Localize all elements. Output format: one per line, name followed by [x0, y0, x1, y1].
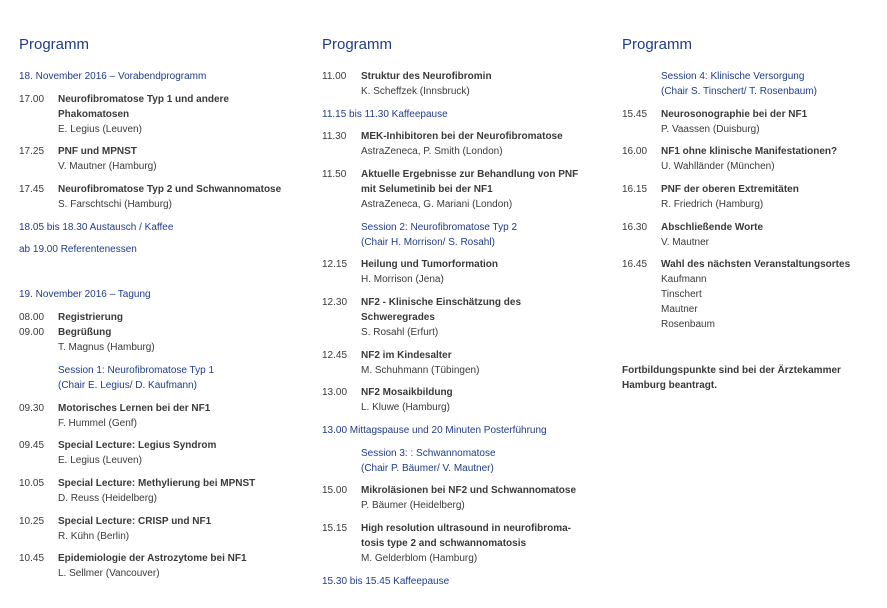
- talk-details: [361, 129, 602, 159]
- talk-details: [361, 69, 602, 99]
- speaker: AstraZeneca, G. Mariani (London): [361, 199, 513, 210]
- talk-title: NF2 im Kindesalter: [361, 350, 452, 361]
- program-heading: [19, 242, 299, 257]
- talk-details: [361, 348, 602, 378]
- talk-title: Neurofibromatose Typ 1 und andere: [58, 94, 229, 105]
- session-line: Session 3: : Schwannomatose: [361, 448, 496, 459]
- time-slot: 11.00: [322, 71, 347, 82]
- speaker: M. Gelderblom (Hamburg): [361, 553, 478, 564]
- talk-details: [661, 144, 877, 174]
- talk-title: Wahl des nächsten Veranstaltungsortes: [661, 259, 851, 270]
- session-header: [361, 220, 602, 250]
- session-header: [361, 446, 602, 476]
- program-heading: [19, 287, 299, 302]
- program-talk: [322, 167, 602, 212]
- time-slot: 13.00: [322, 387, 348, 398]
- talk-title: High resolution ultrasound in neurofibroma-: [361, 523, 571, 534]
- session-line: (Chair H. Morrison/ S. Rosahl): [361, 237, 495, 248]
- program-talk: [622, 182, 877, 212]
- talk-title: Abschließende Worte: [661, 222, 764, 233]
- day-heading: 13.00 Mittagspause und 20 Minuten Posterführung: [322, 425, 547, 436]
- program-talk: [19, 476, 299, 506]
- program-talk: [322, 257, 602, 287]
- day-heading: 15.30 bis 15.45 Kaffeepause: [322, 576, 450, 587]
- session-line: (Chair E. Legius/ D. Kaufmann): [58, 380, 197, 391]
- talk-title: Neurosonographie bei der NF1: [661, 109, 808, 120]
- talk-title: NF2 - Klinische Einschätzung des: [361, 297, 522, 308]
- program-heading: [322, 423, 602, 438]
- time-slot: 08.00: [19, 312, 45, 323]
- note-line: Fortbildungspunkte sind bei der Ärztekammer: [622, 365, 841, 376]
- talk-title: NF1 ohne klinische Manifestationen?: [661, 146, 838, 157]
- time-slot: 10.45: [19, 553, 45, 564]
- talk-details: [58, 514, 299, 544]
- talk-title: PNF der oberen Extremitäten: [661, 184, 799, 195]
- talk-details: [661, 220, 877, 250]
- talk-details: [661, 107, 877, 137]
- talk-details: [58, 476, 299, 506]
- time-slot: 11.50: [322, 169, 347, 180]
- speaker: H. Morrison (Jena): [361, 274, 444, 285]
- time-slot: 12.30: [322, 297, 348, 308]
- time-slot: 11.30: [322, 131, 347, 142]
- speaker: AstraZeneca, P. Smith (London): [361, 146, 503, 157]
- talk-details: [58, 92, 299, 137]
- speaker: D. Reuss (Heidelberg): [58, 493, 157, 504]
- program-note: [622, 363, 877, 393]
- time-slot: 09.00: [19, 327, 45, 338]
- program-talk: [19, 551, 299, 581]
- talk-title: tosis type 2 and schwannomatosis: [361, 538, 527, 549]
- talk-details: [361, 521, 602, 566]
- talk-title: Schweregrades: [361, 312, 435, 323]
- program-heading: [322, 574, 602, 589]
- speaker: L. Kluwe (Hamburg): [361, 402, 450, 413]
- time-slot: 16.30: [622, 222, 648, 233]
- program-session: [19, 363, 299, 393]
- day-heading: 18. November 2016 – Vorabendprogramm: [19, 71, 207, 82]
- program-talk: [322, 295, 602, 340]
- speaker: V. Mautner (Hamburg): [58, 161, 157, 172]
- speaker: V. Mautner: [661, 237, 709, 248]
- time-slot: 16.45: [622, 259, 648, 270]
- speaker: R. Friedrich (Hamburg): [661, 199, 764, 210]
- talk-title: Aktuelle Ergebnisse zur Behandlung von PNF: [361, 169, 579, 180]
- talk-title: Mikroläsionen bei NF2 und Schwannomatose: [361, 485, 577, 496]
- talk-details: [361, 385, 602, 415]
- talk-details: [58, 182, 299, 212]
- speaker: Rosenbaum: [661, 319, 715, 330]
- talk-title: mit Selumetinib bei der NF1: [361, 184, 493, 195]
- program-talk: [19, 325, 299, 355]
- talk-title: PNF und MPNST: [58, 146, 137, 157]
- time-slot: 15.00: [322, 485, 348, 496]
- talk-details: [58, 144, 299, 174]
- session-line: Session 1: Neurofibromatose Typ 1: [58, 365, 215, 376]
- note-line: Hamburg beantragt.: [622, 380, 718, 391]
- speaker: E. Legius (Leuven): [58, 124, 142, 135]
- time-slot: 09.45: [19, 440, 45, 451]
- speaker: F. Hummel (Genf): [58, 418, 137, 429]
- time-slot: 12.45: [322, 350, 348, 361]
- talk-details: [361, 257, 602, 287]
- day-heading: ab 19.00 Referentenessen: [19, 244, 137, 255]
- talk-title: MEK-Inhibitoren bei der Neurofibromatose: [361, 131, 563, 142]
- time-slot: 12.15: [322, 259, 348, 270]
- program-talk: [622, 220, 877, 250]
- time-slot: 15.45: [622, 109, 648, 120]
- talk-details: [361, 167, 602, 212]
- talk-title: Neurofibromatose Typ 2 und Schwannomatose: [58, 184, 282, 195]
- talk-title: Struktur des Neurofibromin: [361, 71, 492, 82]
- session-header: [58, 363, 299, 393]
- program-session: [622, 69, 877, 99]
- speaker: Tinschert: [661, 289, 702, 300]
- talk-details: [58, 438, 299, 468]
- session-header: [661, 69, 877, 99]
- time-slot: 17.45: [19, 184, 45, 195]
- program-talk: [622, 257, 877, 332]
- talk-title: Heilung und Tumorformation: [361, 259, 499, 270]
- talk-title: Begrüßung: [58, 327, 112, 338]
- speaker: E. Legius (Leuven): [58, 455, 142, 466]
- speaker: M. Schuhmann (Tübingen): [361, 365, 480, 376]
- speaker: U. Wahlländer (München): [661, 161, 775, 172]
- talk-details: [361, 295, 602, 340]
- speaker: S. Farschtschi (Hamburg): [58, 199, 172, 210]
- program-talk: [19, 514, 299, 544]
- talk-title: NF2 Mosaikbildung: [361, 387, 453, 398]
- talk-title: Special Lecture: Methylierung bei MPNST: [58, 478, 256, 489]
- program-talk: [322, 483, 602, 513]
- time-slot: 16.00: [622, 146, 648, 157]
- program-talk: [322, 385, 602, 415]
- program-talk: [19, 310, 299, 325]
- time-slot: 15.15: [322, 523, 348, 534]
- program-talk: [19, 182, 299, 212]
- program-talk: [322, 69, 602, 99]
- talk-title: Registrierung: [58, 312, 124, 323]
- speaker: P. Vaassen (Duisburg): [661, 124, 760, 135]
- talk-details: [58, 325, 299, 355]
- talk-title: Motorisches Lernen bei der NF1: [58, 403, 211, 414]
- speaker: T. Magnus (Hamburg): [58, 342, 155, 353]
- speaker: R. Kühn (Berlin): [58, 531, 130, 542]
- session-line: Session 2: Neurofibromatose Typ 2: [361, 222, 518, 233]
- talk-details: [58, 401, 299, 431]
- column-title: Programm: [19, 36, 90, 53]
- time-slot: 10.05: [19, 478, 45, 489]
- talk-title: Epidemiologie der Astrozytome bei NF1: [58, 553, 247, 564]
- talk-details: [661, 182, 877, 212]
- program-heading: [322, 107, 602, 122]
- time-slot: 17.00: [19, 94, 45, 105]
- time-slot: 16.15: [622, 184, 648, 195]
- talk-details: [58, 310, 299, 325]
- talk-details: [661, 257, 877, 332]
- speaker: S. Rosahl (Erfurt): [361, 327, 439, 338]
- column-title: Programm: [322, 36, 393, 53]
- program-talk: [19, 438, 299, 468]
- speaker: L. Sellmer (Vancouver): [58, 568, 160, 579]
- talk-details: [361, 483, 602, 513]
- program-session: [322, 220, 602, 250]
- program-talk: [19, 144, 299, 174]
- time-slot: 10.25: [19, 516, 45, 527]
- program-talk: [322, 348, 602, 378]
- time-slot: 17.25: [19, 146, 45, 157]
- program-talk: [19, 92, 299, 137]
- program-talk: [19, 401, 299, 431]
- time-slot: 09.30: [19, 403, 45, 414]
- speaker: P. Bäumer (Heidelberg): [361, 500, 465, 511]
- program-talk: [622, 144, 877, 174]
- program-talk: [622, 107, 877, 137]
- session-line: Session 4: Klinische Versorgung: [661, 71, 805, 82]
- program-talk: [322, 521, 602, 566]
- program-session: [322, 446, 602, 476]
- session-line: (Chair S. Tinschert/ T. Rosenbaum): [661, 86, 817, 97]
- program-heading: [19, 69, 299, 84]
- day-heading: 19. November 2016 – Tagung: [19, 289, 151, 300]
- talk-title: Phakomatosen: [58, 109, 130, 120]
- speaker: Mautner: [661, 304, 698, 315]
- talk-details: [58, 551, 299, 581]
- talk-title: Special Lecture: CRISP und NF1: [58, 516, 212, 527]
- talk-title: Special Lecture: Legius Syndrom: [58, 440, 217, 451]
- day-heading: 18.05 bis 18.30 Austausch / Kaffee: [19, 222, 174, 233]
- program-heading: [19, 220, 299, 235]
- speaker: K. Scheffzek (Innsbruck): [361, 86, 470, 97]
- program-talk: [322, 129, 602, 159]
- day-heading: 11.15 bis 11.30 Kaffeepause: [322, 109, 448, 120]
- session-line: (Chair P. Bäumer/ V. Mautner): [361, 463, 494, 474]
- column-title: Programm: [622, 36, 693, 53]
- speaker: Kaufmann: [661, 274, 707, 285]
